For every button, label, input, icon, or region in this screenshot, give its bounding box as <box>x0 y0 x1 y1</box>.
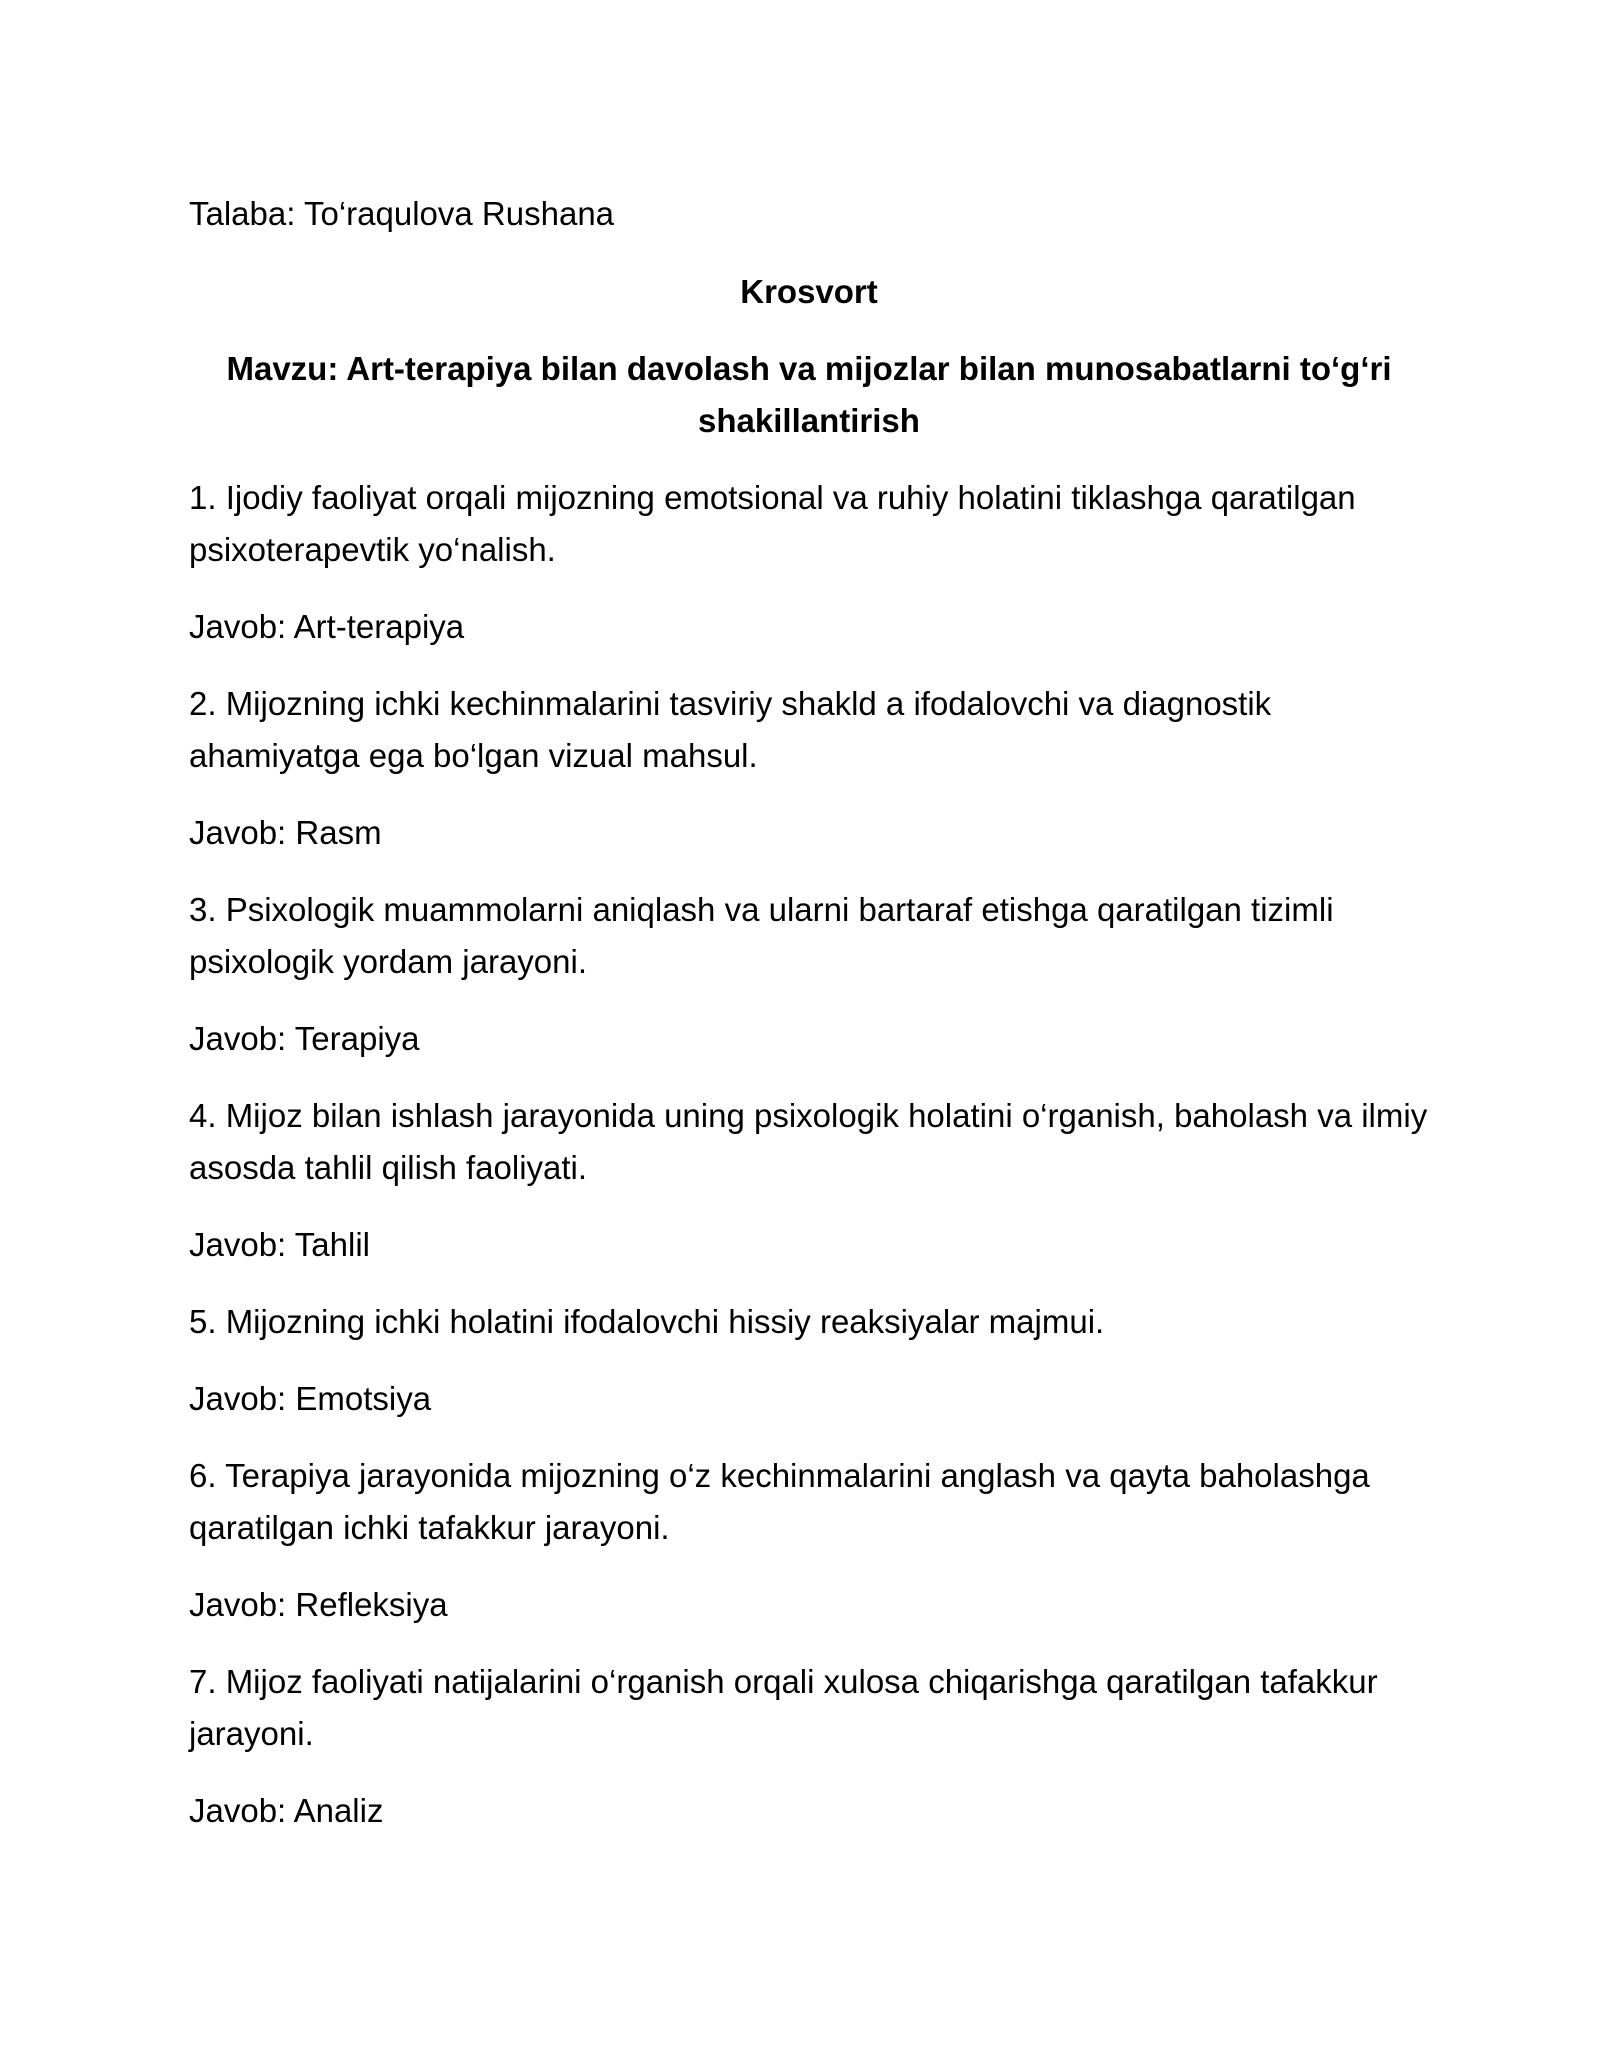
question-6: 6. Terapiya jarayonida mijozning o‘z kechinmalarini anglash va qayta baholashga qaratilgan ichki tafakkur jarayoni. <box>189 1457 1370 1546</box>
question-5: 5. Mijozning ichki holatini ifodalovchi hissiy reaksiyalar majmui. <box>189 1303 1105 1340</box>
answer-3: Javob: Terapiya <box>189 1020 420 1057</box>
question-3: 3. Psixologik muammolarni aniqlash va ularni bartaraf etishga qaratilgan tizimli psixologik yordam jarayoni. <box>189 891 1334 980</box>
answer-4: Javob: Tahlil <box>189 1226 371 1263</box>
question-1: 1. Ijodiy faoliyat orqali mijozning emotsional va ruhiy holatini tiklashga qaratilgan psixoterapevtik yo‘nalish. <box>189 479 1356 568</box>
document-topic: Mavzu: Art-terapiya bilan davolash va mijozlar bilan munosabatlarni to‘g‘ri shakillantirish <box>226 350 1392 439</box>
document-page <box>189 188 1429 1862</box>
answer-6: Javob: Refleksiya <box>189 1586 448 1623</box>
question-2: 2. Mijozning ichki kechinmalarini tasviriy shakld a ifodalovchi va diagnostik ahamiyatga ega bo‘lgan vizual mahsul. <box>189 685 1272 774</box>
answer-5: Javob: Emotsiya <box>189 1380 432 1417</box>
answer-2: Javob: Rasm <box>189 814 382 851</box>
question-7: 7. Mijoz faoliyati natijalarini o‘rganish orqali xulosa chiqarishga qaratilgan tafakkur jarayoni. <box>189 1663 1378 1752</box>
document-title: Krosvort <box>740 273 878 310</box>
question-4: 4. Mijoz bilan ishlash jarayonida uning psixologik holatini o‘rganish, baholash va ilmiy asosda tahlil qilish faoliyati. <box>189 1097 1428 1186</box>
student-name-line: Talaba: To‘raqulova Rushana <box>189 195 615 232</box>
answer-1: Javob: Art-terapiya <box>189 608 465 645</box>
answer-7: Javob: Analiz <box>189 1792 384 1829</box>
